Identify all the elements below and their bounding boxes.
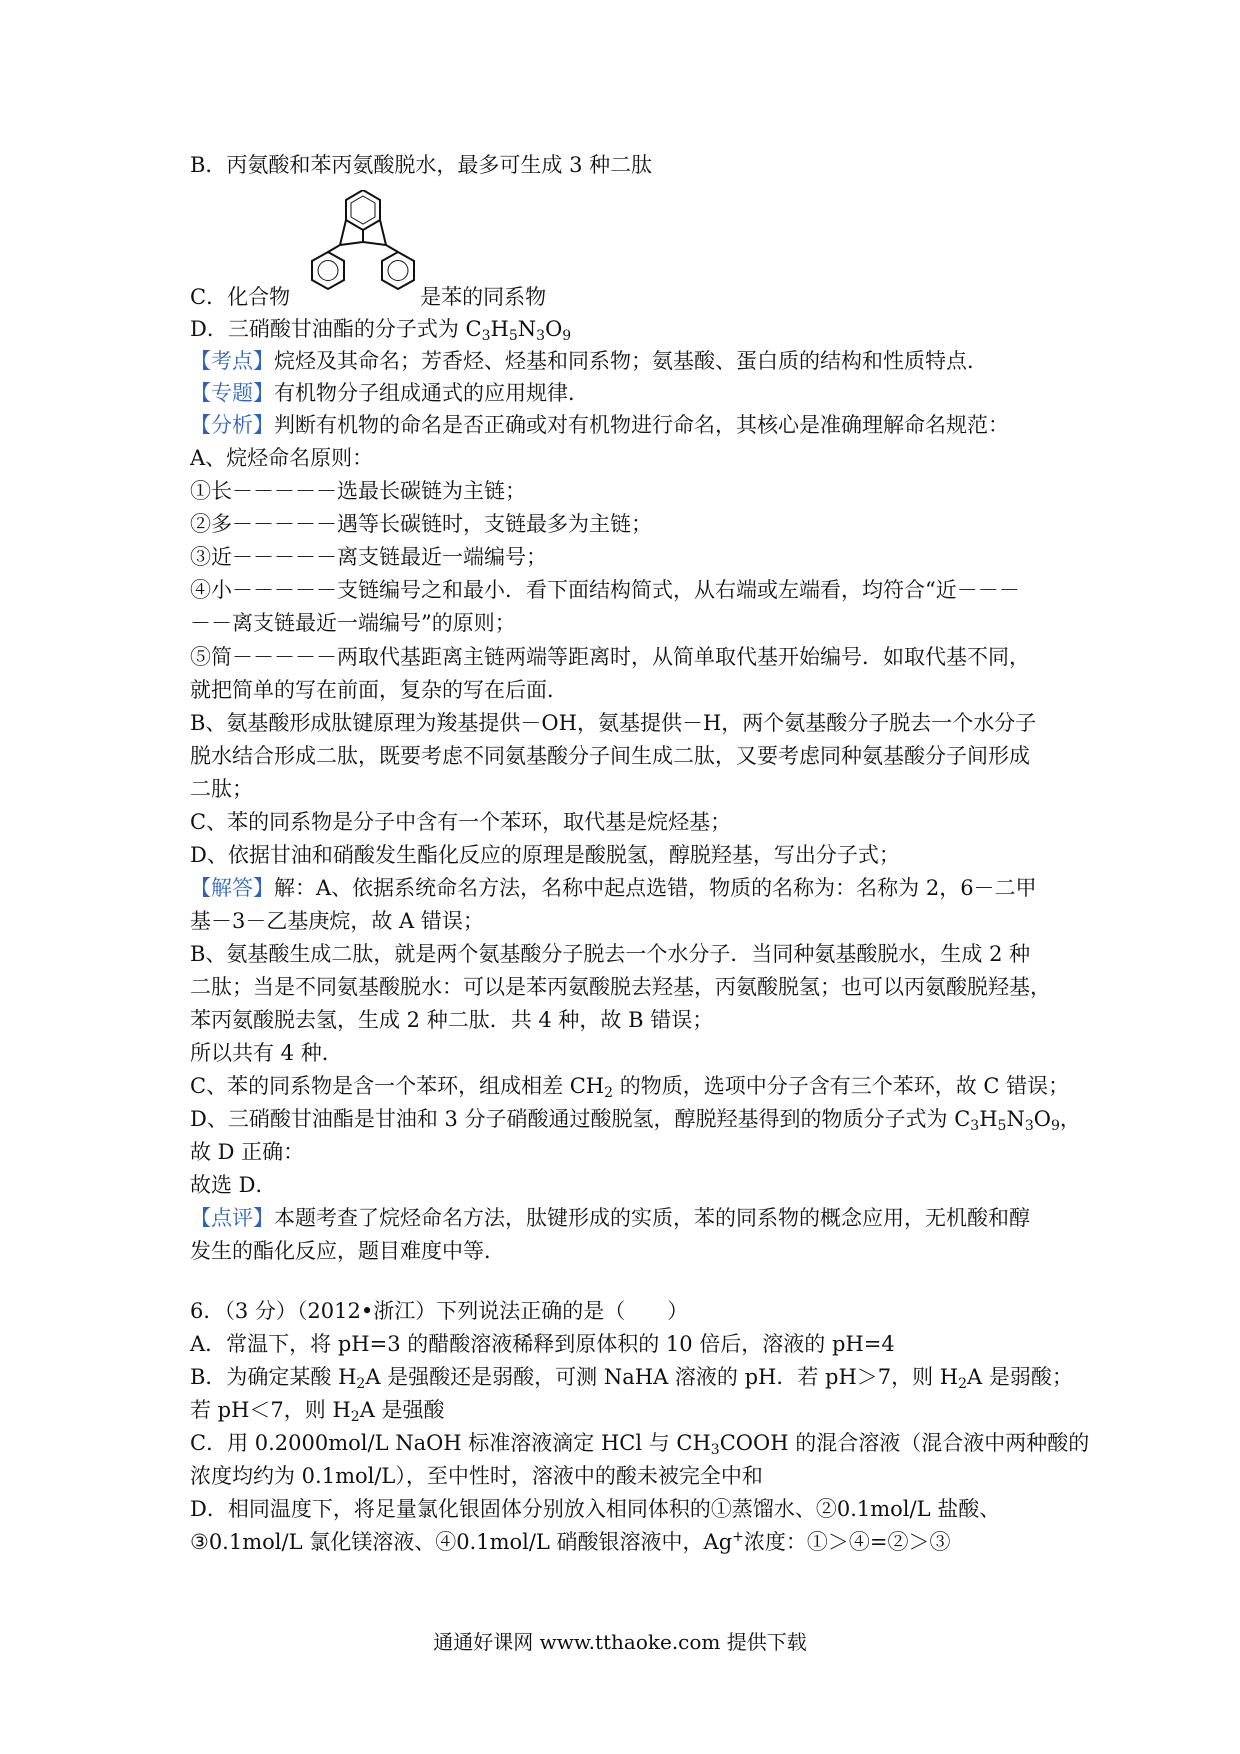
analysis-b-1: B、氨基酸形成肽键原理为羧基提供－OH，氨基提供－H，两个氨基酸分子脱去一个水分子 bbox=[190, 711, 1037, 735]
analysis-a-rule: A、烷烃命名原则： bbox=[190, 446, 374, 470]
question-6-option-d-2: ③0.1mol/L 氯化镁溶液、④0.1mol/L 硝酸银溶液中，Ag+浓度：①＞④=②＞③ bbox=[190, 1529, 951, 1554]
dianping-line: 【点评】本题考查了烷烃命名方法，肽键形成的实质，苯的同系物的概念应用，无机酸和醇 bbox=[190, 1206, 1030, 1230]
dianping-line-2: 发生的酯化反应，题目难度中等． bbox=[190, 1239, 505, 1263]
option-c: C．化合物 是苯的同系物 bbox=[190, 285, 547, 309]
rule-5b: 就把简单的写在前面，复杂的写在后面． bbox=[190, 678, 568, 702]
fenxi-line: 【分析】判断有机物的命名是否正确或对有机物进行命名，其核心是准确理解命名规范： bbox=[190, 413, 1009, 437]
answer-line-8: D、三硝酸甘油酯是甘油和 3 分子硝酸通过酸脱氢，醇脱羟基得到的物质分子式为 $C_3H_5N_3O_9$， bbox=[190, 1107, 1081, 1134]
jieda-line: 【解答】解：A、依据系统命名方法，名称中起点选错，物质的名称为：名称为 2，6－二甲 bbox=[190, 876, 1037, 900]
rule-2: ②多－－－－－遇等长碳链时，支链最多为主链； bbox=[190, 512, 652, 536]
question-6-option-c-1: C．用 0.2000mol/L NaOH 标准溶液滴定 HCl 与 $CH_3COOH$ 的混合溶液（混合液中两种酸的 bbox=[190, 1431, 1090, 1458]
zhuanti-line: 【专题】有机物分子组成通式的应用规律． bbox=[190, 381, 589, 405]
answer-line-7: C、苯的同系物是含一个苯环，组成相差 $CH_2$ 的物质，选项中分子含有三个苯环，故 C 错误； bbox=[190, 1074, 1070, 1101]
kaodian-line: 【考点】烷烃及其命名；芳香烃、烃基和同系物；氨基酸、蛋白质的结构和性质特点． bbox=[190, 349, 988, 373]
rule-4b: －－离支链最近一端编号”的原则； bbox=[190, 611, 516, 635]
question-6-option-a: A．常温下，将 pH=3 的醋酸溶液稀释到原体积的 10 倍后，溶液的 pH=4 bbox=[190, 1332, 895, 1356]
rule-3: ③近－－－－－离支链最近一端编号； bbox=[190, 545, 547, 569]
analysis-b-3: 二肽； bbox=[190, 777, 253, 801]
analysis-c: C、苯的同系物是分子中含有一个苯环，取代基是烷烃基； bbox=[190, 810, 732, 834]
answer-line-10: 故选 D． bbox=[190, 1173, 277, 1197]
answer-line-9: 故 D 正确： bbox=[190, 1140, 305, 1164]
analysis-d: D、依据甘油和硝酸发生酯化反应的原理是酸脱氢，醇脱羟基，写出分子式； bbox=[190, 843, 900, 867]
analysis-b-2: 脱水结合形成二肽，既要考虑不同氨基酸分子间生成二肽，又要考虑同种氨基酸分子间形成 bbox=[190, 744, 1030, 768]
rule-1: ①长－－－－－选最长碳链为主链； bbox=[190, 479, 526, 503]
option-d: D．三硝酸甘油酯的分子式为 $C_3H_5N_3O_9$ bbox=[190, 317, 572, 344]
answer-line-2: 基－3－乙基庚烷，故 A 错误； bbox=[190, 909, 484, 933]
rule-4a: ④小－－－－－支链编号之和最小．看下面结构简式，从右端或左端看，均符合“近－－－ bbox=[190, 578, 1020, 602]
question-6-option-b-1: B．为确定某酸 $H_2A$ 是强酸还是弱酸，可测 NaHA 溶液的 pH．若 pH＞7，则 $H_2A$ 是弱酸； bbox=[190, 1365, 1073, 1392]
rule-5a: ⑤简－－－－－两取代基距离主链两端等距离时，从简单取代基开始编号．如取代基不同， bbox=[190, 645, 1030, 669]
question-6-stem: 6．（3 分）（2012•浙江）下列说法正确的是（ ） bbox=[190, 1299, 689, 1323]
question-6-option-d-1: D．相同温度下，将足量氯化银固体分别放入相同体积的①蒸馏水、②0.1mol/L 盐酸、 bbox=[190, 1497, 1001, 1521]
answer-line-5: 苯丙氨酸脱去氢，生成 2 种二肽．共 4 种，故 B 错误； bbox=[190, 1008, 714, 1032]
option-b: B．丙氨酸和苯丙氨酸脱水，最多可生成 3 种二肽 bbox=[190, 153, 653, 177]
question-6-option-b-2: 若 pH＜7，则 $H_2A$ 是强酸 bbox=[190, 1398, 445, 1425]
answer-line-6: 所以共有 4 种． bbox=[190, 1041, 343, 1065]
page-footer: 通通好课网 www.tthaoke.com 提供下载 bbox=[433, 1630, 807, 1654]
answer-line-4: 二肽；当是不同氨基酸脱水：可以是苯丙氨酸脱去羟基，丙氨酸脱氢；也可以丙氨酸脱羟基， bbox=[190, 975, 1051, 999]
answer-line-3: B、氨基酸生成二肽，就是两个氨基酸分子脱去一个水分子．当同种氨基酸脱水，生成 2 种 bbox=[190, 942, 1031, 966]
question-6-option-c-2: 浓度均约为 0.1mol/L），至中性时，溶液中的酸未被完全中和 bbox=[190, 1464, 763, 1488]
